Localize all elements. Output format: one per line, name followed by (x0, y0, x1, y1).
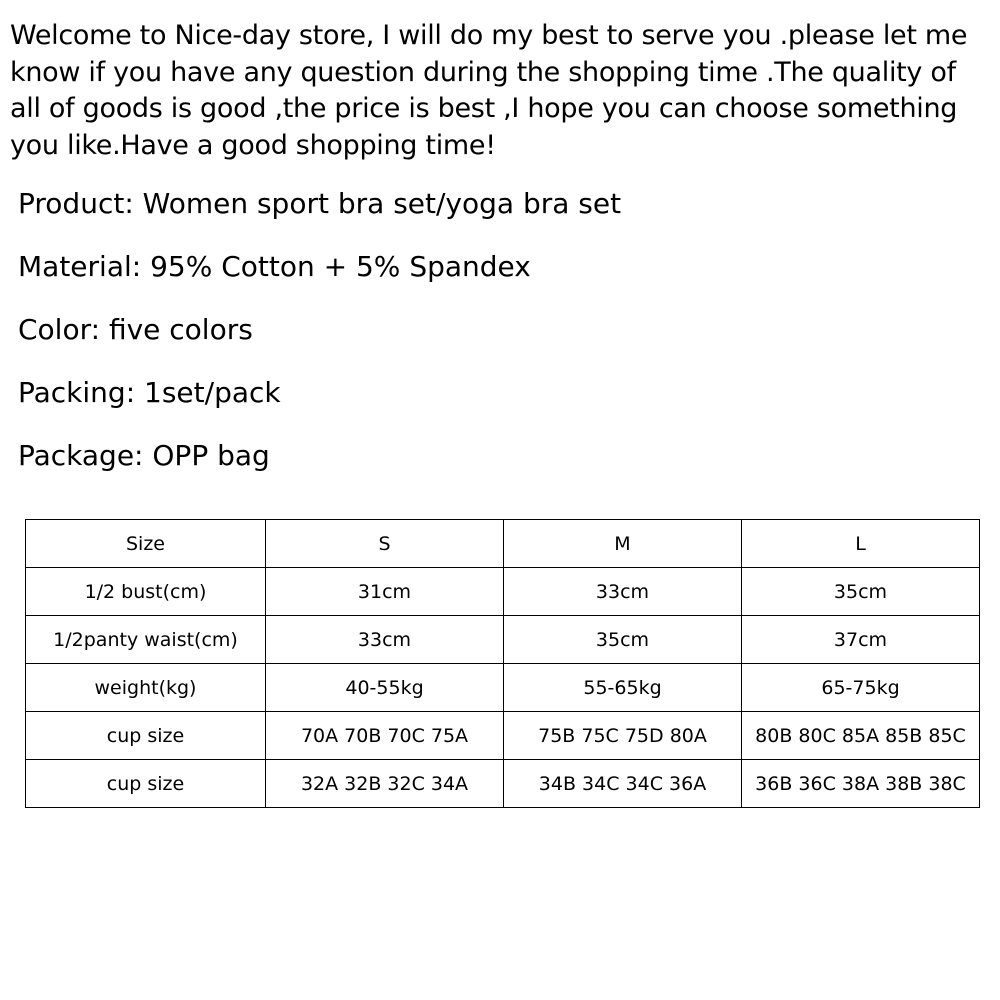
table-cell: 31cm (266, 568, 504, 616)
table-cell: 40-55kg (266, 664, 504, 712)
spec-material: Material: 95% Cotton + 5% Spandex (18, 250, 531, 283)
spec-product: Product: Women sport bra set/yoga bra set (18, 187, 622, 220)
row-label: weight(kg) (26, 664, 266, 712)
welcome-message: Welcome to Nice-day store, I will do my best to serve you .please let me know if you have any question during the shopping time .The quality of all of goods is good ,the price is best ,I hope you can choose something you like.Have a good shopping time! (10, 20, 968, 161)
table-cell: 75B 75C 75D 80A (504, 712, 742, 760)
table-row (26, 712, 980, 760)
table-cell: 35cm (742, 568, 980, 616)
table-cell: 32A 32B 32C 34A (266, 760, 504, 808)
spec-color: Color: five colors (18, 313, 253, 346)
row-label: cup size (26, 760, 266, 808)
table-cell: 80B 80C 85A 85B 85C (742, 712, 980, 760)
table-cell: 65-75kg (742, 664, 980, 712)
size-chart-table (25, 519, 980, 808)
header-cell-size: Size (26, 520, 266, 568)
table-cell: 34B 34C 34C 36A (504, 760, 742, 808)
table-cell: 36B 36C 38A 38B 38C (742, 760, 980, 808)
table-row (26, 616, 980, 664)
row-label: 1/2 bust(cm) (26, 568, 266, 616)
table-cell: 55-65kg (504, 664, 742, 712)
table-cell: 70A 70B 70C 75A (266, 712, 504, 760)
header-cell-m: M (504, 520, 742, 568)
spec-package: Package: OPP bag (18, 439, 270, 472)
table-cell: 37cm (742, 616, 980, 664)
table-row (26, 568, 980, 616)
table-header-row (26, 520, 980, 568)
header-cell-l: L (742, 520, 980, 568)
spec-packing: Packing: 1set/pack (18, 376, 281, 409)
row-label: cup size (26, 712, 266, 760)
table-cell: 33cm (504, 568, 742, 616)
table-cell: 35cm (504, 616, 742, 664)
table-row (26, 664, 980, 712)
row-label: 1/2panty waist(cm) (26, 616, 266, 664)
table-cell: 33cm (266, 616, 504, 664)
header-cell-s: S (266, 520, 504, 568)
table-row (26, 760, 980, 808)
